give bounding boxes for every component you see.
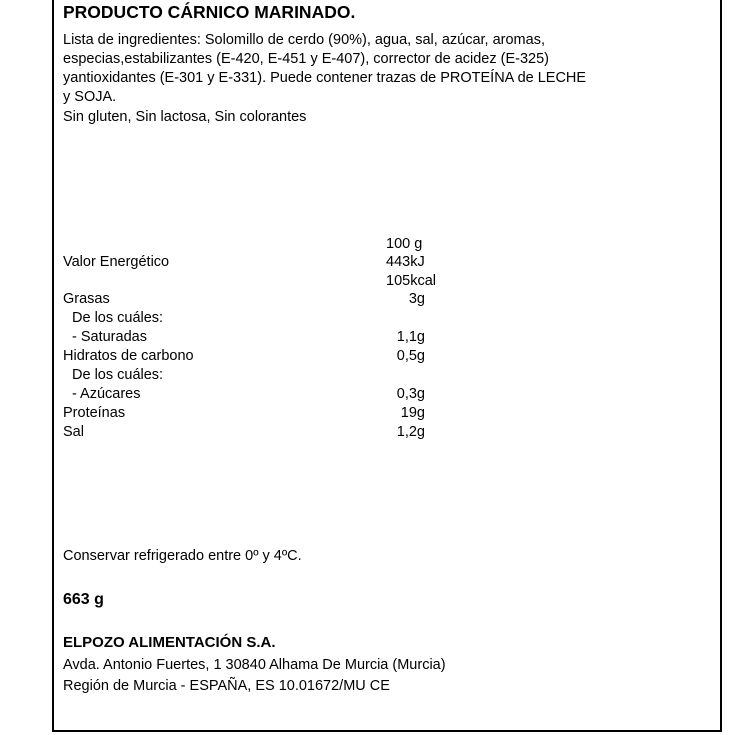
company-region: Región de Murcia - ESPAÑA, ES 10.01672/MU CE — [63, 678, 390, 694]
ingredients-line-2: especias,estabilizantes (E-420, E-451 y E-407), corrector de acidez (E-325) — [63, 51, 549, 67]
product-title: PRODUCTO CÁRNICO MARINADO. — [63, 2, 356, 22]
company-address: Avda. Antonio Fuertes, 1 30840 Alhama De Murcia (Murcia) — [63, 657, 446, 673]
nutrient-sublabel: De los cuáles: — [72, 310, 164, 326]
net-weight: 663 g — [63, 591, 104, 608]
nutrient-value: 0,3g — [396, 386, 425, 402]
nutrition-header: 100 g — [386, 236, 423, 252]
ingredients-line-1: Lista de ingredientes: Solomillo de cerdo (90%), agua, sal, azúcar, aromas, — [63, 32, 545, 48]
ingredients-line-3: yantioxidantes (E-301 y E-331). Puede contener trazas de PROTEÍNA de LECHE — [63, 70, 587, 86]
energy-kcal: 105kcal — [386, 273, 436, 289]
storage-text: Conservar refrigerado entre 0º y 4ºC. — [63, 548, 302, 564]
nutrient-label: Sal — [63, 424, 84, 440]
claims-text: Sin gluten, Sin lactosa, Sin colorantes — [63, 109, 307, 125]
energy-label: Valor Energético — [63, 254, 170, 270]
ingredients-line-4: y SOJA. — [63, 89, 117, 105]
nutrient-sublabel: De los cuáles: — [72, 367, 164, 383]
nutrient-label: Proteínas — [63, 405, 126, 421]
energy-kj: 443kJ — [386, 254, 425, 270]
nutrient-label: - Azúcares — [72, 386, 141, 402]
nutrient-label: - Saturadas — [72, 329, 147, 345]
nutrient-value: 1,1g — [396, 329, 425, 345]
nutrient-value: 0,5g — [396, 348, 425, 364]
nutrient-value: 19g — [400, 405, 425, 421]
nutrient-value: 1,2g — [396, 424, 425, 440]
nutrient-label: Hidratos de carbono — [63, 348, 194, 364]
nutrient-label: Grasas — [63, 291, 110, 307]
nutrient-value: 3g — [408, 291, 425, 307]
company-name: ELPOZO ALIMENTACIÓN S.A. — [63, 634, 276, 651]
